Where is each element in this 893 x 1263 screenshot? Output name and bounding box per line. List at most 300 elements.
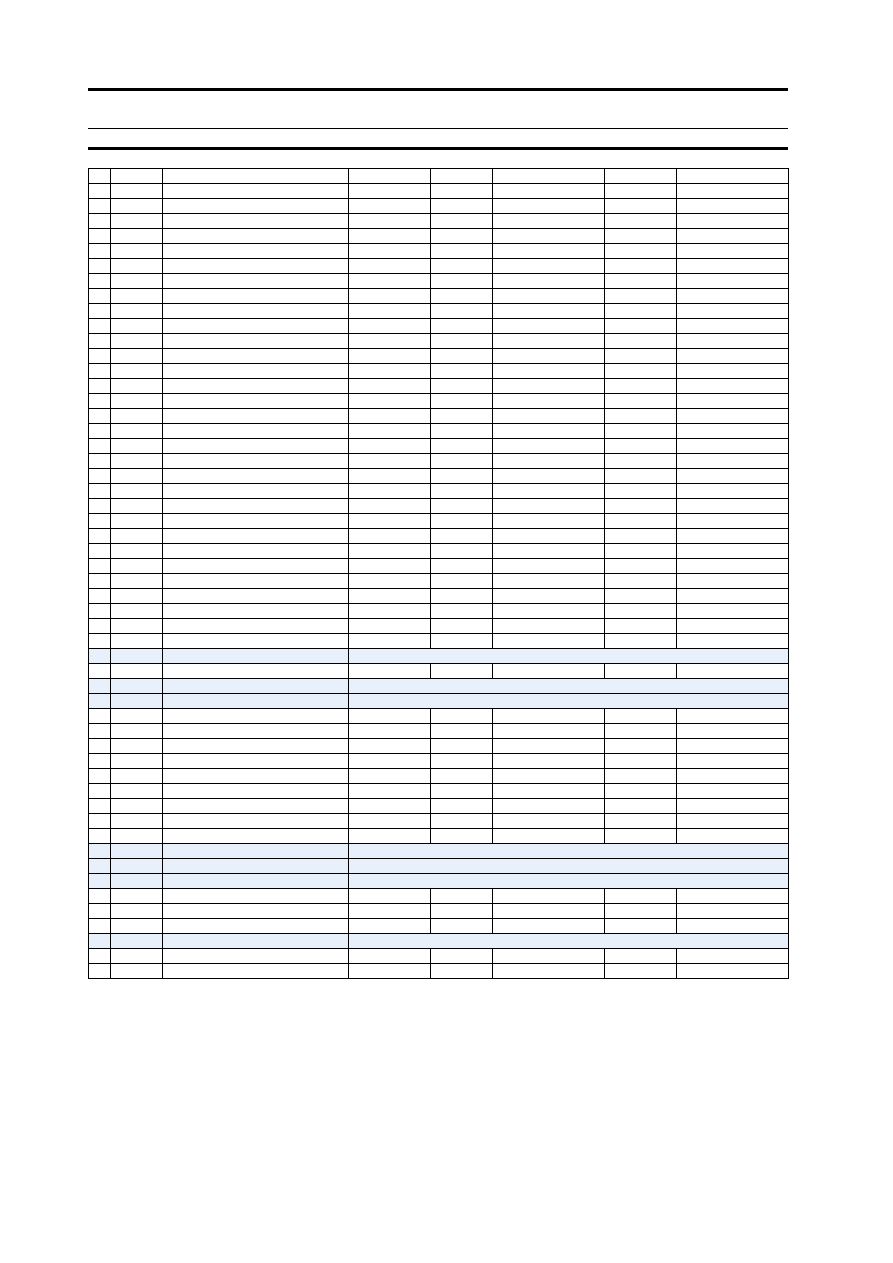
table-cell (111, 199, 163, 214)
table-cell (431, 514, 493, 529)
table-cell (605, 499, 677, 514)
table-cell (89, 919, 111, 934)
table-cell (431, 829, 493, 844)
table-cell (493, 439, 605, 454)
table-cell (349, 379, 431, 394)
table-cell (89, 439, 111, 454)
table-cell (493, 829, 605, 844)
table-row (89, 574, 789, 589)
table-row (89, 859, 789, 874)
table-cell (677, 799, 789, 814)
table-cell (89, 424, 111, 439)
table-cell (677, 349, 789, 364)
table-cell (431, 349, 493, 364)
table-cell (349, 289, 431, 304)
table-cell (111, 244, 163, 259)
table-cell (493, 619, 605, 634)
table-row (89, 184, 789, 199)
table-cell (89, 724, 111, 739)
table-cell (89, 634, 111, 649)
table-cell-merged (349, 874, 789, 889)
table-cell (677, 889, 789, 904)
table-cell (349, 394, 431, 409)
table-cell (677, 394, 789, 409)
table-cell (163, 454, 349, 469)
table-cell (89, 784, 111, 799)
table-cell (431, 559, 493, 574)
table-cell (493, 184, 605, 199)
table-cell (349, 274, 431, 289)
table-cell (493, 499, 605, 514)
table-cell (493, 739, 605, 754)
table-cell (605, 754, 677, 769)
table-cell (605, 469, 677, 484)
table-cell (605, 799, 677, 814)
table-cell (111, 634, 163, 649)
table-row (89, 319, 789, 334)
table-row (89, 769, 789, 784)
table-row (89, 289, 789, 304)
table-cell (349, 769, 431, 784)
table-cell (111, 784, 163, 799)
table-row (89, 229, 789, 244)
table-cell (89, 169, 111, 184)
table-cell (111, 949, 163, 964)
table-row (89, 379, 789, 394)
table-cell (349, 784, 431, 799)
table-row (89, 559, 789, 574)
table-cell (605, 484, 677, 499)
table-cell (605, 814, 677, 829)
table-cell (349, 604, 431, 619)
table-cell (431, 739, 493, 754)
table-cell (89, 709, 111, 724)
table-cell (111, 874, 163, 889)
table-row (89, 439, 789, 454)
table-cell (605, 304, 677, 319)
table-cell (431, 889, 493, 904)
table-row (89, 364, 789, 379)
table-cell (163, 844, 349, 859)
table-cell (163, 739, 349, 754)
table-cell (89, 469, 111, 484)
table-cell (163, 619, 349, 634)
table-cell (431, 919, 493, 934)
table-cell (111, 274, 163, 289)
table-cell (163, 484, 349, 499)
table-cell (349, 754, 431, 769)
table-cell (89, 304, 111, 319)
table-cell (677, 334, 789, 349)
table-cell (431, 634, 493, 649)
table-cell (493, 724, 605, 739)
table-cell (431, 499, 493, 514)
table-cell-merged (349, 934, 789, 949)
table-cell (431, 904, 493, 919)
table-cell (111, 364, 163, 379)
table-row (89, 904, 789, 919)
table-row (89, 709, 789, 724)
table-cell (111, 814, 163, 829)
table-cell (677, 214, 789, 229)
table-cell (89, 319, 111, 334)
table-cell (605, 229, 677, 244)
table-cell (431, 229, 493, 244)
table-cell (493, 514, 605, 529)
table-cell (163, 364, 349, 379)
table-cell (349, 814, 431, 829)
table-cell (605, 709, 677, 724)
table-cell (493, 544, 605, 559)
table-cell (677, 364, 789, 379)
table-row (89, 814, 789, 829)
table-cell (431, 784, 493, 799)
table-cell (493, 349, 605, 364)
table-cell (111, 709, 163, 724)
table-cell (493, 799, 605, 814)
table-cell (431, 394, 493, 409)
table-row (89, 259, 789, 274)
table-cell (431, 709, 493, 724)
table-row (89, 304, 789, 319)
table-cell (163, 589, 349, 604)
table-cell (605, 634, 677, 649)
table-cell (493, 964, 605, 979)
data-table-container (88, 168, 788, 979)
table-cell (493, 814, 605, 829)
table-cell (349, 424, 431, 439)
table-cell (677, 709, 789, 724)
table-cell (111, 589, 163, 604)
table-cell (163, 949, 349, 964)
table-cell (493, 769, 605, 784)
table-row (89, 784, 789, 799)
table-cell (493, 424, 605, 439)
table-cell (493, 664, 605, 679)
table-cell (163, 859, 349, 874)
table-cell (605, 559, 677, 574)
table-cell (677, 229, 789, 244)
table-cell (493, 754, 605, 769)
table-row (89, 169, 789, 184)
table-cell (349, 724, 431, 739)
table-cell (111, 574, 163, 589)
table-row (89, 919, 789, 934)
table-cell (111, 349, 163, 364)
table-cell (89, 199, 111, 214)
table-cell (111, 559, 163, 574)
table-cell (89, 394, 111, 409)
table-row (89, 199, 789, 214)
table-cell (349, 634, 431, 649)
table-row (89, 499, 789, 514)
table-cell (349, 259, 431, 274)
table-cell (605, 664, 677, 679)
table-cell (89, 829, 111, 844)
table-cell (431, 769, 493, 784)
table-cell (677, 544, 789, 559)
table-cell (89, 874, 111, 889)
table-cell (111, 679, 163, 694)
table-cell (111, 739, 163, 754)
table-cell (605, 394, 677, 409)
table-cell (431, 724, 493, 739)
table-cell (349, 184, 431, 199)
table-cell (111, 754, 163, 769)
table-cell (493, 919, 605, 934)
table-cell (677, 919, 789, 934)
table-cell (431, 484, 493, 499)
table-cell (89, 229, 111, 244)
table-row (89, 874, 789, 889)
table-cell (163, 274, 349, 289)
table-cell (677, 469, 789, 484)
table-row (89, 604, 789, 619)
table-cell (89, 904, 111, 919)
data-table-body (89, 169, 789, 979)
table-cell (605, 889, 677, 904)
table-cell (163, 724, 349, 739)
table-cell (493, 214, 605, 229)
table-cell (493, 574, 605, 589)
table-cell (677, 559, 789, 574)
table-cell (163, 529, 349, 544)
table-cell (163, 379, 349, 394)
table-cell (89, 949, 111, 964)
table-cell (605, 769, 677, 784)
table-cell (163, 604, 349, 619)
table-cell (493, 169, 605, 184)
document-header-block (88, 88, 788, 150)
table-cell (163, 874, 349, 889)
table-cell (431, 604, 493, 619)
table-cell (677, 904, 789, 919)
table-cell (89, 799, 111, 814)
table-cell (89, 604, 111, 619)
table-cell (111, 289, 163, 304)
table-cell (431, 439, 493, 454)
table-cell (605, 364, 677, 379)
table-cell (493, 604, 605, 619)
table-cell (431, 574, 493, 589)
table-cell (431, 409, 493, 424)
table-cell (111, 379, 163, 394)
table-cell (163, 229, 349, 244)
table-cell (89, 964, 111, 979)
table-row (89, 739, 789, 754)
table-cell (605, 604, 677, 619)
table-cell (111, 829, 163, 844)
table-cell (677, 304, 789, 319)
table-row (89, 649, 789, 664)
table-row (89, 469, 789, 484)
table-cell (605, 514, 677, 529)
table-cell (605, 424, 677, 439)
table-cell (677, 754, 789, 769)
table-cell (677, 814, 789, 829)
table-cell-merged (349, 844, 789, 859)
table-cell (163, 964, 349, 979)
table-cell (493, 274, 605, 289)
table-cell (111, 934, 163, 949)
table-cell (163, 829, 349, 844)
table-cell (163, 424, 349, 439)
table-cell (111, 304, 163, 319)
table-cell (431, 964, 493, 979)
table-cell (677, 529, 789, 544)
table-cell (605, 334, 677, 349)
table-cell (493, 244, 605, 259)
table-cell (605, 784, 677, 799)
table-row (89, 694, 789, 709)
table-cell (493, 304, 605, 319)
table-cell (163, 184, 349, 199)
table-cell (89, 619, 111, 634)
table-cell (677, 589, 789, 604)
table-cell (163, 439, 349, 454)
table-cell (677, 454, 789, 469)
table-cell (431, 289, 493, 304)
table-row (89, 679, 789, 694)
table-cell (349, 409, 431, 424)
table-cell (605, 439, 677, 454)
table-cell (349, 229, 431, 244)
table-cell (163, 709, 349, 724)
table-cell (163, 799, 349, 814)
table-cell (111, 649, 163, 664)
table-cell (349, 889, 431, 904)
table-cell (89, 334, 111, 349)
table-cell (431, 169, 493, 184)
table-cell (349, 169, 431, 184)
table-cell (111, 484, 163, 499)
table-cell (677, 259, 789, 274)
table-cell (431, 364, 493, 379)
table-cell (493, 319, 605, 334)
table-cell (493, 904, 605, 919)
table-cell (431, 754, 493, 769)
table-cell (493, 709, 605, 724)
table-row (89, 349, 789, 364)
table-cell (163, 559, 349, 574)
table-cell (605, 919, 677, 934)
table-cell (163, 544, 349, 559)
table-cell (677, 769, 789, 784)
table-cell (431, 544, 493, 559)
table-cell (349, 664, 431, 679)
table-cell (677, 319, 789, 334)
table-cell (349, 709, 431, 724)
table-cell (111, 694, 163, 709)
table-cell (677, 964, 789, 979)
table-cell (431, 244, 493, 259)
table-cell (605, 904, 677, 919)
table-cell (163, 934, 349, 949)
table-row (89, 889, 789, 904)
table-cell (89, 814, 111, 829)
table-cell (89, 484, 111, 499)
table-row (89, 949, 789, 964)
table-cell (349, 349, 431, 364)
table-cell (349, 574, 431, 589)
table-cell (349, 619, 431, 634)
table-cell (677, 184, 789, 199)
table-cell (111, 469, 163, 484)
table-cell (163, 469, 349, 484)
table-row (89, 334, 789, 349)
table-row (89, 454, 789, 469)
table-cell (89, 514, 111, 529)
table-cell (111, 514, 163, 529)
table-cell (89, 844, 111, 859)
table-cell (677, 484, 789, 499)
table-cell (111, 799, 163, 814)
data-table (88, 168, 789, 979)
table-cell (677, 289, 789, 304)
table-cell (677, 424, 789, 439)
table-cell (431, 619, 493, 634)
table-cell (89, 754, 111, 769)
table-cell (89, 454, 111, 469)
table-cell (349, 514, 431, 529)
table-row (89, 484, 789, 499)
table-row (89, 214, 789, 229)
table-cell (677, 739, 789, 754)
table-cell (349, 964, 431, 979)
table-cell (89, 214, 111, 229)
table-cell (605, 739, 677, 754)
table-cell (431, 259, 493, 274)
table-cell (493, 229, 605, 244)
table-row (89, 409, 789, 424)
table-cell (493, 379, 605, 394)
table-cell (111, 724, 163, 739)
table-cell (605, 244, 677, 259)
table-row (89, 424, 789, 439)
table-cell (163, 349, 349, 364)
table-cell (493, 529, 605, 544)
table-cell (111, 319, 163, 334)
table-cell (111, 529, 163, 544)
table-cell (493, 469, 605, 484)
table-cell (493, 484, 605, 499)
table-cell (89, 544, 111, 559)
table-cell (163, 814, 349, 829)
table-row (89, 619, 789, 634)
table-cell (349, 499, 431, 514)
table-cell (431, 334, 493, 349)
table-cell (677, 244, 789, 259)
table-cell (163, 634, 349, 649)
table-cell (605, 184, 677, 199)
table-cell (111, 424, 163, 439)
table-cell (493, 784, 605, 799)
table-row (89, 589, 789, 604)
table-cell (89, 184, 111, 199)
table-row (89, 514, 789, 529)
table-cell (163, 904, 349, 919)
table-row (89, 529, 789, 544)
table-cell (677, 439, 789, 454)
table-cell (431, 424, 493, 439)
table-cell (111, 544, 163, 559)
table-cell (111, 769, 163, 784)
table-cell (111, 169, 163, 184)
table-cell (163, 289, 349, 304)
table-cell (493, 589, 605, 604)
table-cell (677, 829, 789, 844)
table-cell (431, 274, 493, 289)
